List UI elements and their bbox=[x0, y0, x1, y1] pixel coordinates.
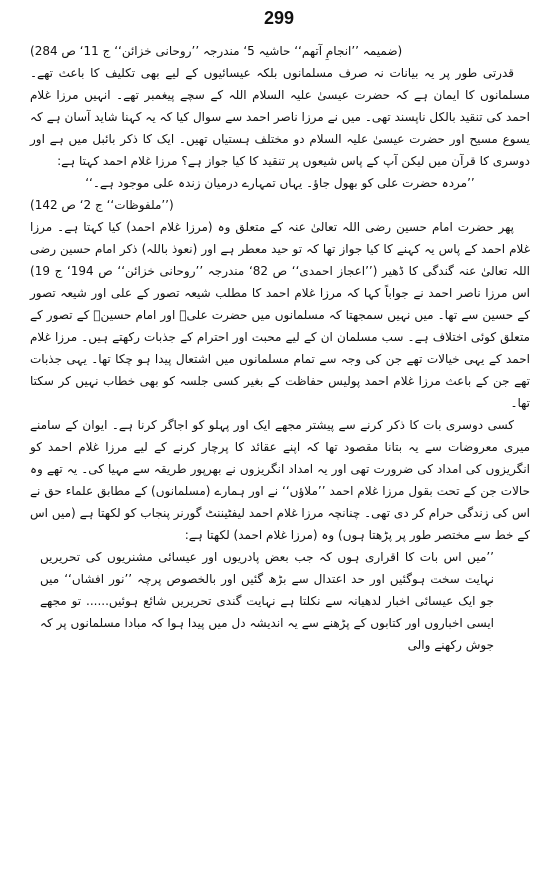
paragraph-1: قدرتی طور پر یہ بیانات نہ صرف مسلمانوں بلکہ عیسائیوں کے لیے بھی تکلیف کا باعث تھے۔ مسلمانوں کا ایمان ہے کہ حضرت عیسیٰ علیہ السلام اللہ کے سچے پیغمبر تھے۔ انہیں مرزا غلام احمد کی تنقید بالکل ناپسند تھی۔ میں نے مرزا ناصر احمد سے سوال کیا کہ یہ کہنا شاید آسان ہے کہ یسوع مسیح اور حضرت عیسیٰ علیہ السلام دو مختلف ہستیاں تھیں۔ ایک کا ذکر بائبل میں ہے اور دوسری کا قرآن میں لیکن آپ کے پاس شیعوں پر تنقید کا کیا جواز ہے؟ مرزا غلام احمد کہتا ہے: bbox=[30, 66, 530, 168]
page-number: 299 bbox=[263, 8, 295, 28]
paragraph-3: کسی دوسری بات کا ذکر کرنے سے پیشتر مجھے ایک اور پہلو کو اجاگر کرنا ہے۔ ایوان کے سامنے میری معروضات سے یہ بتانا مقصود تھا کہ اپنے عقائد کا پرچار کرنے کے لیے مرزا غلام احمد کو انگریزوں کی امداد کی ضرورت تھی اور یہ امداد انگریزوں نے بھرپور طریقہ سے مہیا کی۔ یہ تھے وہ حالات جن کے تحت بقول مرزا غلام احمد ’’ملاؤں‘‘ نے اور ہمارے (مسلمانوں) کے مطابق علماء حق نے اس کی زندگی حرام کر دی تھی۔ چنانچہ مرزا غلام احمد لیفٹیننٹ گورنر پنجاب کو لکھتا ہے (میں اس کے خط سے مختصر طور پر پڑھتا ہوں) وہ (مرزا غلام احمد) لکھتا ہے: bbox=[30, 418, 530, 542]
quote-ali: ’’مردہ حضرت علی کو بھول جاؤ۔ یہاں تمہارے درمیان زندہ علی موجود ہے۔‘‘ bbox=[85, 176, 475, 190]
paragraph-2: پھر حضرت امام حسین رضی اللہ تعالیٰ عنہ کے متعلق وہ (مرزا غلام احمد) کیا کہتا ہے۔ مرزا غلام احمد کے پاس یہ کہنے کا کیا جواز تھا کہ تو حید معطر ہے اور (نعوذ باللہ) ذکر امام حسین رضی اللہ تعالیٰ عنہ گندگی کا ڈھیر (’’اعجاز احمدی‘‘ ص 82‘ مندرجہ ’’روحانی خزائن‘‘ ص 194‘ ج 19) اس مرزا ناصر احمد نے جواباً کہا کہ مرزا غلام احمد کا مطلب شیعہ تصور کے علی اور شیعہ تصور کے حسین سے تھا۔ میں نہیں سمجھتا کہ مسلمانوں میں حضرت علیؓ اور امام حسینؓ کے تصور کے متعلق کوئی اختلاف ہے۔ سب مسلمان ان کے لیے محبت اور احترام کے جذبات رکھتے ہیں۔ مرزا غلام احمد کے یہی خیالات تھے جن کی وجہ سے تمام مسلمانوں میں اشتعال پیدا ہو چکا تھا۔ یہی جذبات تھے جن کے باعث مرزا غلام احمد پولیس حفاظت کے بغیر کسی جلسہ کو بھی خطاب نہیں کر سکتا تھا۔ bbox=[30, 220, 530, 410]
body-text bbox=[30, 40, 530, 656]
reference-malfuzat: (’’ملفوظات‘‘ ج 2‘ ص 142) bbox=[30, 198, 174, 212]
reference-zamima: (ضمیمہ ’’انجامِ آتھم‘‘ حاشیہ 5‘ مندرجہ ’’روحانی خزائن‘‘ ج 11‘ ص 284) bbox=[30, 44, 403, 58]
block-quote-letter: ’’میں اس بات کا اقراری ہوں کہ جب بعض پادریوں اور عیسائی مشنریوں کی تحریریں نہایت سخت ہوگئیں اور حد اعتدال سے بڑھ گئیں اور بالخصوص پرچہ ’’نور افشاں‘‘ میں جو ایک عیسائی اخبار لدھیانہ سے نکلتا ہے نہایت گندی تحریریں شائع ہوئیں...... تو مجھے ایسی اخباروں اور کتابوں کے پڑھنے سے یہ اندیشہ دل میں پیدا ہوا کہ مبادا مسلمانوں پر کہ جوش رکھنے والی bbox=[40, 550, 494, 652]
